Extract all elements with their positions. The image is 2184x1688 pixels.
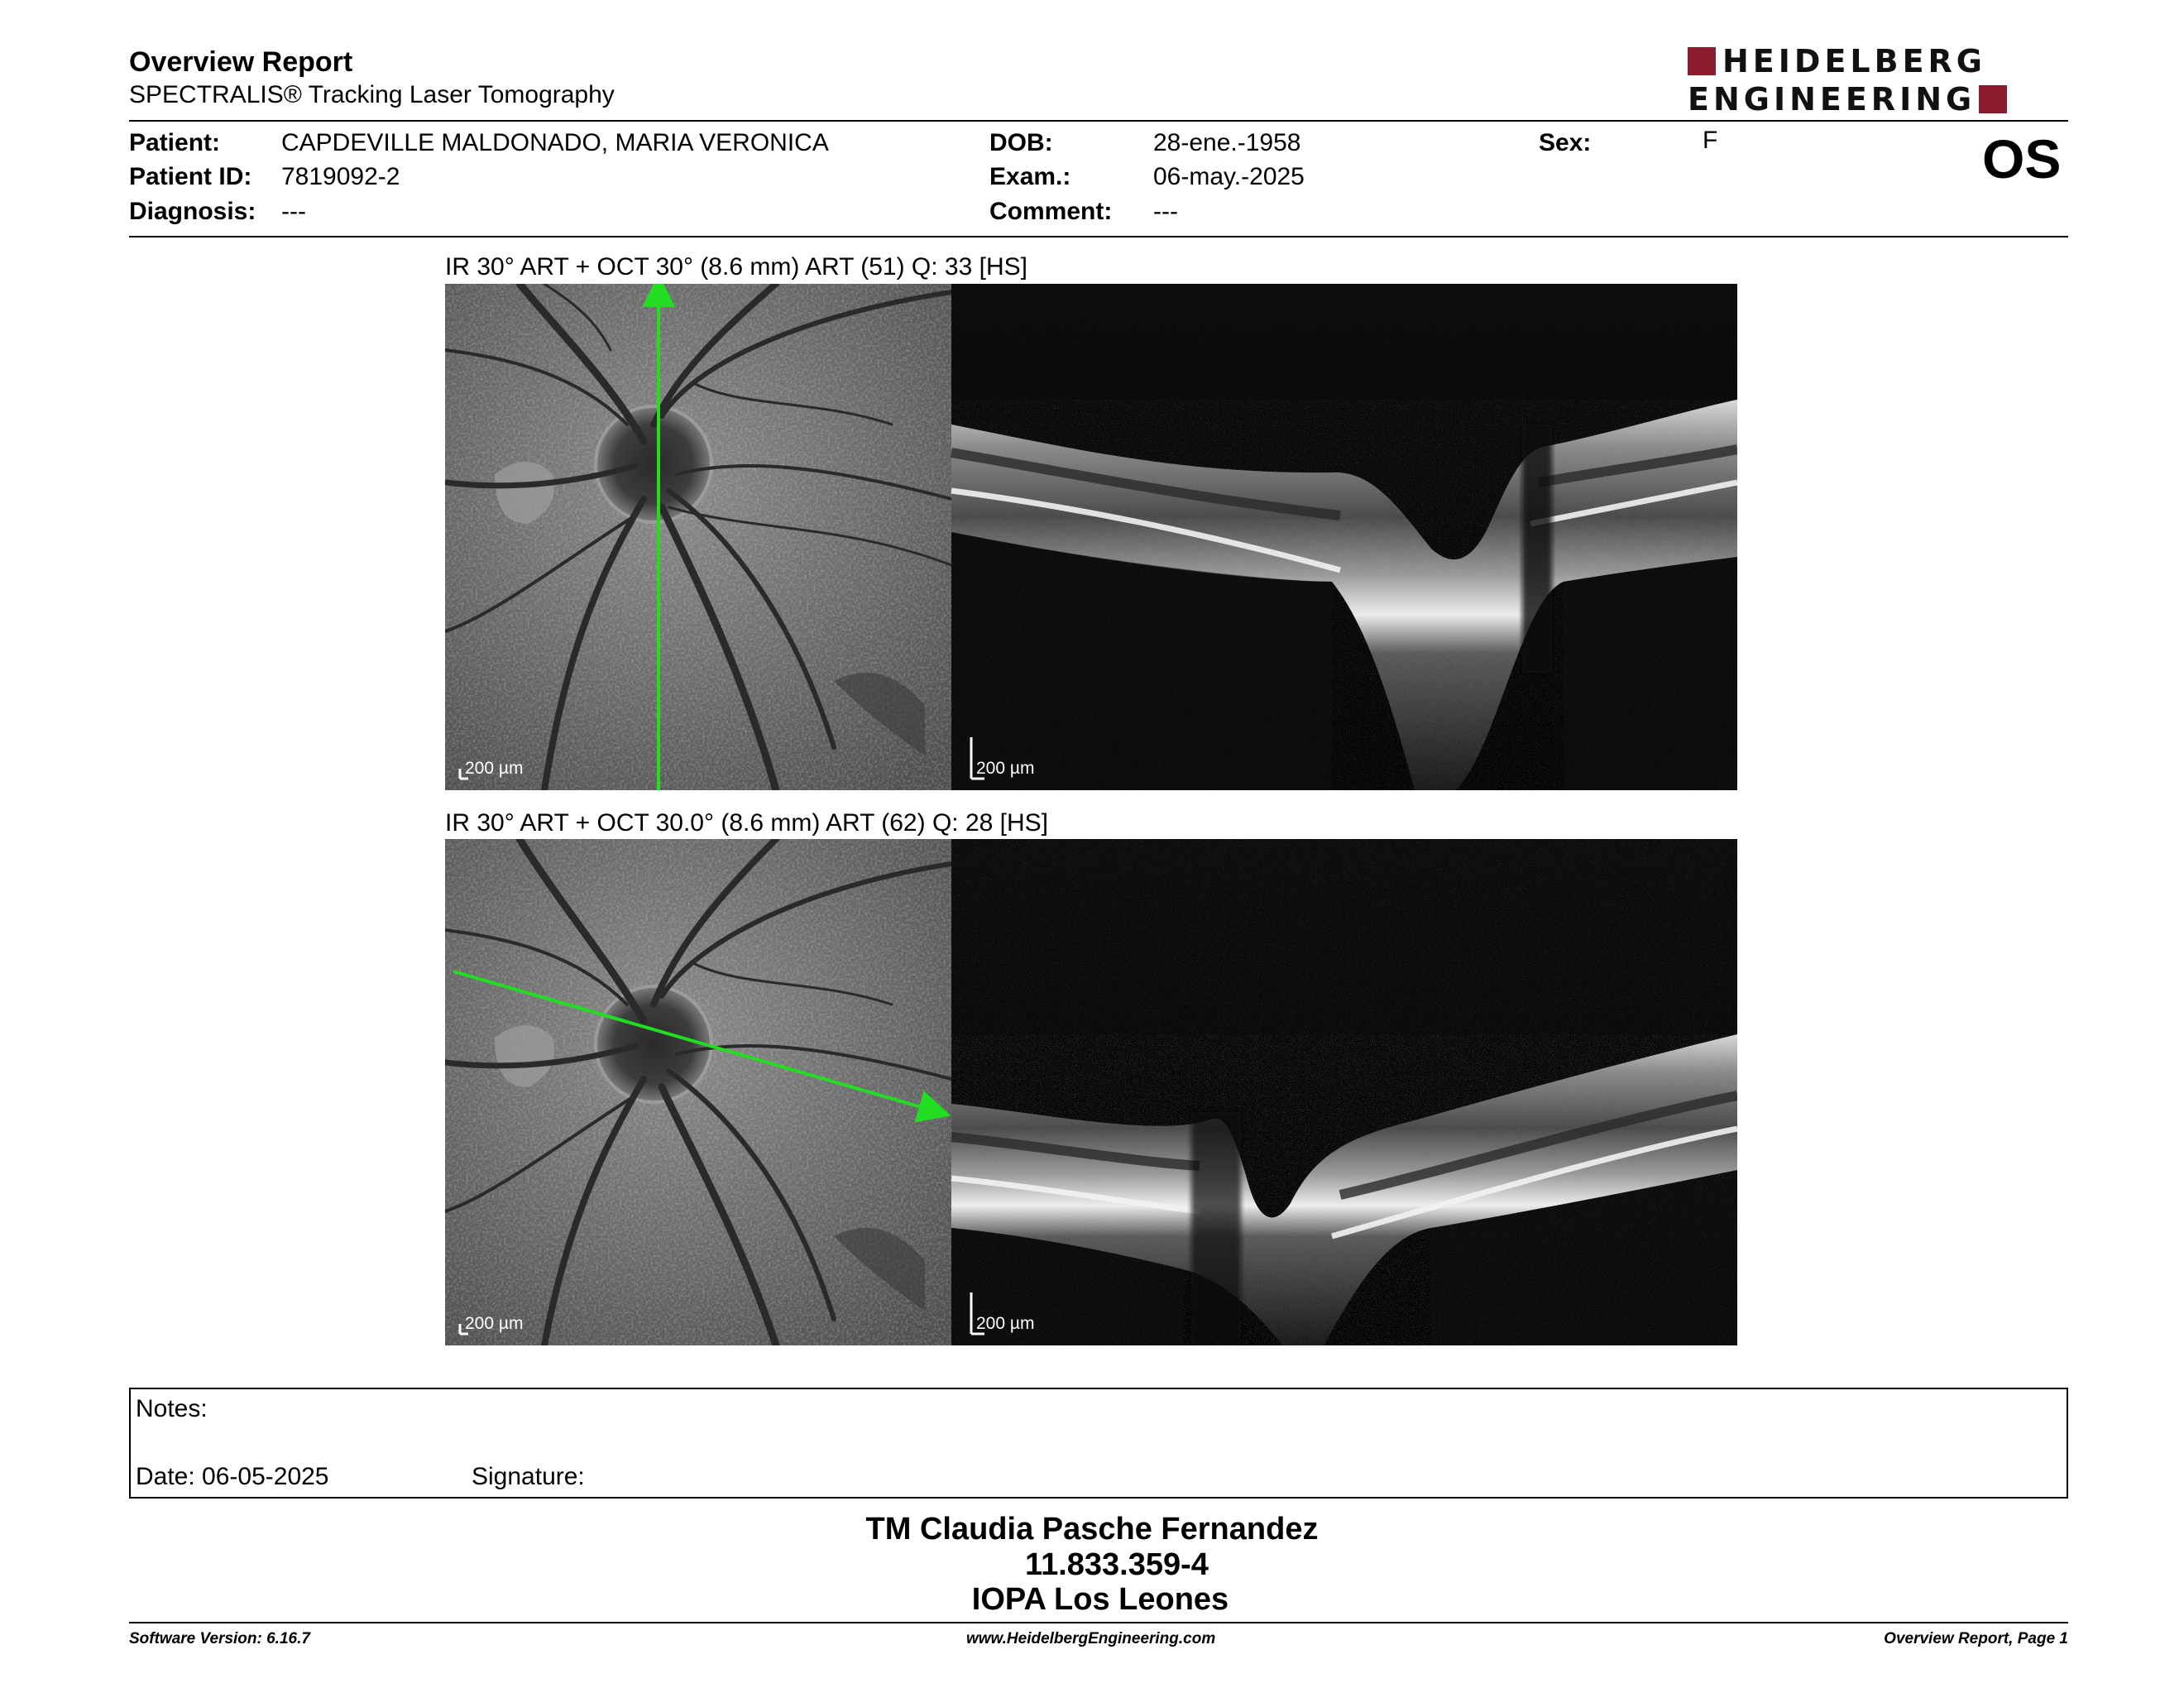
comment-value: --- [1153, 198, 1178, 225]
report-subtitle: SPECTRALIS® Tracking Laser Tomography [129, 81, 615, 108]
footer-divider [129, 1622, 2068, 1623]
scan2-panel [445, 839, 1737, 1345]
scan1-ir-scale: 200 µm [465, 759, 524, 778]
report-title: Overview Report [129, 46, 353, 78]
signature-label: Signature: [472, 1463, 585, 1490]
logo-text-line1: HEIDELBERG [1722, 43, 1986, 79]
patient-id-value: 7819092-2 [281, 163, 400, 190]
date-label: Date: 06-05-2025 [136, 1463, 329, 1490]
logo-square-icon [1688, 47, 1716, 75]
notes-box[interactable] [129, 1388, 2068, 1499]
scan2-ir-scale: 200 µm [465, 1314, 524, 1333]
logo-square-icon [1979, 85, 2007, 113]
notes-label: Notes: [136, 1395, 208, 1422]
website-link[interactable]: www.HeidelbergEngineering.com [966, 1630, 1216, 1647]
exam-value: 06-may.-2025 [1153, 163, 1305, 190]
patient-name: CAPDEVILLE MALDONADO, MARIA VERONICA [281, 129, 829, 156]
patient-divider [129, 236, 2068, 237]
heidelberg-logo [1688, 45, 2068, 121]
scan1-panel [445, 284, 1737, 790]
diagnosis-value: --- [281, 198, 306, 225]
header-divider [129, 120, 2068, 122]
logo-text-line2: ENGINEERING [1688, 81, 1976, 117]
patient-label: Patient: [129, 129, 221, 156]
sex-label: Sex: [1539, 129, 1592, 156]
scan2-oct-scale: 200 µm [976, 1314, 1035, 1333]
dob-label: DOB: [989, 129, 1053, 156]
dob-value: 28-ene.-1958 [1153, 129, 1301, 156]
software-version: Software Version: 6.16.7 [129, 1630, 310, 1647]
stamp-id: 11.833.359-4 [1025, 1547, 1209, 1582]
page-indicator: Overview Report, Page 1 [1884, 1630, 2068, 1647]
stamp-institution: IOPA Los Leones [971, 1582, 1229, 1617]
diagnosis-label: Diagnosis: [129, 198, 256, 225]
scan1-oct-scale: 200 µm [976, 759, 1035, 778]
comment-label: Comment: [989, 198, 1113, 225]
exam-label: Exam.: [989, 163, 1071, 190]
patient-id-label: Patient ID: [129, 163, 252, 190]
scan2-ir-image[interactable] [445, 839, 951, 1345]
scan1-oct-image[interactable] [951, 284, 1737, 790]
eye-indicator: OS [1982, 128, 2062, 189]
scan2-oct-image[interactable] [951, 839, 1737, 1345]
scan1-caption: IR 30° ART + OCT 30° (8.6 mm) ART (51) Q: 33 [HS] [445, 253, 1027, 281]
scan1-ir-image[interactable] [445, 284, 951, 790]
sex-value: F [1703, 127, 1718, 154]
stamp-name: TM Claudia Pasche Fernandez [865, 1512, 1319, 1547]
scan2-caption: IR 30° ART + OCT 30.0° (8.6 mm) ART (62) Q: 28 [HS] [445, 809, 1048, 837]
